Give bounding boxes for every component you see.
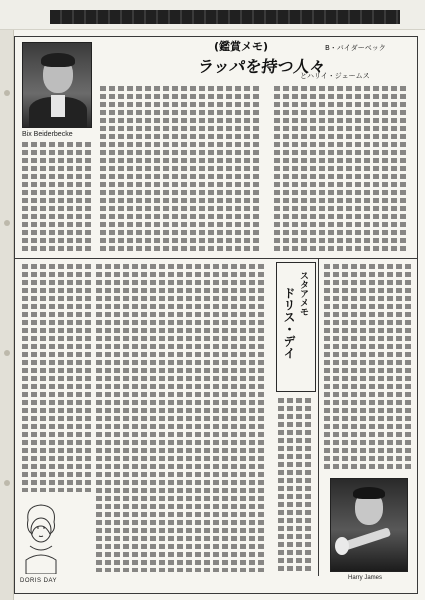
- section-divider: [14, 258, 418, 259]
- bix-photo-caption: Bix Beiderbecke: [22, 131, 73, 138]
- doris-photo-caption: DORIS DAY: [20, 578, 58, 584]
- harry-photo-caption: Harry James: [348, 575, 383, 581]
- doris-day-sketch: [16, 500, 66, 574]
- binding-strip: [0, 30, 14, 600]
- column-divider: [318, 258, 319, 576]
- header-pattern-bar: [50, 10, 400, 24]
- bottom-right-body-text: [324, 264, 414, 472]
- page-header-band: [0, 0, 425, 30]
- top-center-body-text: [100, 86, 266, 254]
- bottom-center-body-text: [96, 264, 272, 572]
- article-byline-harry: とハリイ・ジェームス: [300, 72, 370, 80]
- top-right-body-text: [274, 86, 414, 254]
- bottom-right-lower-text: [278, 398, 314, 572]
- doris-day-title: ドリス・デイ: [282, 287, 296, 359]
- article-byline-bix: B・バイダーベック: [325, 44, 386, 52]
- harry-james-photo: [330, 478, 408, 572]
- top-left-body-text: [22, 142, 94, 254]
- bix-beiderbecke-photo: [22, 42, 92, 128]
- memo-label: (鑑賞メモ): [214, 40, 269, 53]
- doris-day-heading-box: [276, 262, 316, 392]
- bottom-left-body-text: [22, 264, 92, 492]
- article-title: ラッパを持つ人々: [196, 57, 327, 76]
- star-memo-label: スタアメモ: [298, 271, 308, 316]
